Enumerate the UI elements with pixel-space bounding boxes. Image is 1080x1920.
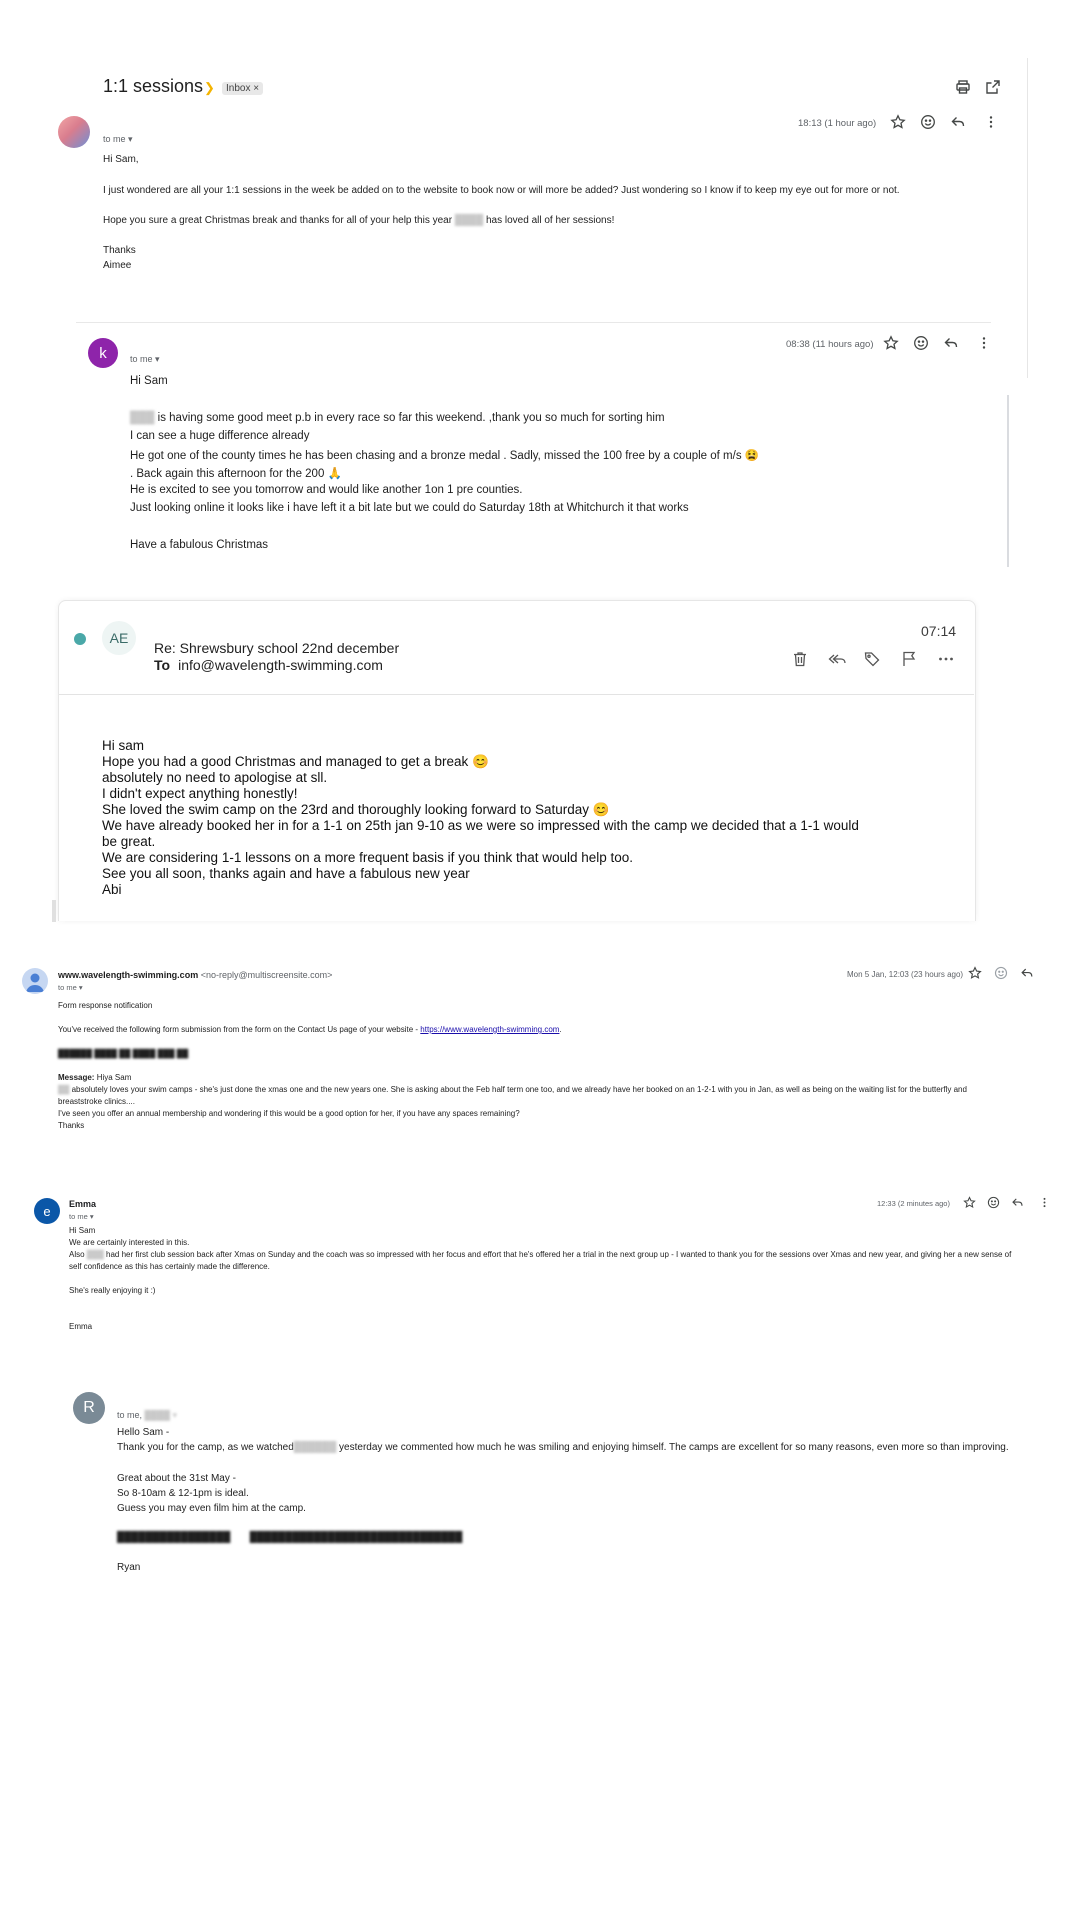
email2-line: Just looking online it looks like i have left it a bit late but we could do Saturday 18th at Whitchurch it that works	[130, 502, 689, 514]
avatar: AE	[102, 621, 136, 655]
email1-signature: Aimee	[103, 260, 132, 271]
email2-timestamp: 08:38 (11 hours ago)	[786, 339, 874, 350]
star-icon[interactable]	[963, 1196, 976, 1209]
email1-timestamp: 18:13 (1 hour ago)	[798, 118, 877, 129]
recipient-dropdown[interactable]: to me, ████ ▾	[117, 1410, 178, 1420]
email5-signature: Emma	[69, 1322, 93, 1331]
email2-closing: Have a fabulous Christmas	[130, 539, 269, 551]
email4-line: breaststroke clinics....	[58, 1097, 135, 1106]
email4-line: ██ absolutely loves your swim camps - she's just done the xmas one and the new years one. She is asking about the Feb half term one too, and we already have her booked on an 1-2-1 with you in Jan, as well as being on the waiting list for the butterfly and	[58, 1085, 967, 1094]
email1-subject: 1:1 sessions	[103, 76, 204, 96]
email3-subject: Re: Shrewsbury school 22nd december	[154, 640, 400, 656]
avatar: k	[88, 338, 118, 368]
open-new-window-icon[interactable]	[985, 79, 1001, 95]
email3-line: We are considering 1-1 lessons on a more frequent basis if you think that would help too.	[102, 850, 634, 865]
redacted-name: ████ ▾	[144, 1410, 178, 1420]
email4-heading: Form response notification	[58, 1001, 153, 1010]
email4-line: I've seen you offer an annual membership and wondering if this would be a good option for her, if you have any spaces remaining?	[58, 1109, 520, 1118]
email3-line: We have already booked her in for a 1-1 on 25th jan 9-10 as we were so impressed with the camp we decided that a 1-1 would	[102, 818, 859, 833]
redacted-name: ██	[58, 1085, 70, 1094]
recipient-dropdown[interactable]: to me ▾	[103, 134, 133, 144]
more-options-icon[interactable]	[1038, 1196, 1051, 1209]
email4-timestamp: Mon 5 Jan, 12:03 (23 hours ago)	[847, 970, 964, 979]
more-options-icon[interactable]	[976, 335, 992, 351]
email4-thanks: Thanks	[58, 1121, 85, 1130]
print-icon[interactable]	[955, 79, 971, 95]
email6-greeting: Hello Sam -	[117, 1427, 170, 1438]
email5-line: self confidence as this has certainly made the difference.	[69, 1262, 270, 1271]
redacted-name: ███	[130, 412, 155, 424]
redacted-name: ██████	[293, 1442, 337, 1453]
email6-line: Thank you for the camp, as we watched██████ yesterday we commented how much he was smiling and enjoying himself. The camps are excellent for so many reasons, even more so than improving.	[117, 1442, 1009, 1453]
email4-intro: You've received the following form submission from the form on the Contact Us page of your website - https://www.wavelength-swimming.com.	[58, 1025, 562, 1034]
avatar	[58, 116, 90, 148]
unread-indicator	[74, 633, 86, 645]
trash-icon[interactable]	[791, 650, 809, 668]
email3-line: I didn't expect anything honestly!	[102, 786, 298, 801]
reply-icon[interactable]	[950, 114, 966, 130]
email3-line: Hi sam	[102, 738, 145, 753]
redacted-field: ██████ ████ ██ ████ ███ ██	[58, 1049, 189, 1058]
email3-signature: Abi	[102, 882, 122, 897]
tag-icon[interactable]	[863, 650, 881, 668]
email6-line: So 8-10am & 12-1pm is ideal.	[117, 1488, 249, 1499]
message-divider	[76, 322, 991, 323]
email4-message: Message: Hiya Sam	[58, 1073, 132, 1082]
reply-icon[interactable]	[943, 335, 959, 351]
email3-line: She loved the swim camp on the 23rd and thoroughly looking forward to Saturday 😊	[102, 802, 610, 817]
email2-line: I can see a huge difference already	[130, 430, 310, 442]
email2-line: . Back again this afternoon for the 200 🙏	[130, 468, 342, 480]
email1-line: Hope you sure a great Christmas break and thanks for all of your help this year ████ has loved all of her sessions!	[103, 215, 615, 226]
email3-line: See you all soon, thanks again and have a fabulous new year	[102, 866, 470, 881]
scrollbar[interactable]	[1007, 395, 1009, 567]
flag-icon[interactable]	[900, 650, 918, 668]
email1-line: I just wondered are all your 1:1 sessions in the week be added on to the website to book now or will more be added? Just wondering so I know if to keep my eye out for more or not.	[103, 185, 900, 196]
inbox-label-chip[interactable]: Inbox ×	[222, 82, 263, 95]
email6-line: Guess you may even film him at the camp.	[117, 1503, 306, 1514]
header-divider	[59, 694, 974, 695]
star-icon[interactable]	[883, 335, 899, 351]
more-options-icon[interactable]	[937, 650, 955, 668]
emoji-reaction-icon[interactable]	[913, 335, 929, 351]
reply-icon[interactable]	[1020, 966, 1034, 980]
reply-icon[interactable]	[1011, 1196, 1024, 1209]
avatar: R	[73, 1392, 105, 1424]
panel-divider	[1027, 58, 1028, 378]
avatar	[22, 968, 48, 994]
email6-signature: Ryan	[117, 1562, 141, 1573]
email5-line: We are certainly interested in this.	[69, 1238, 190, 1247]
email3-line: absolutely no need to apologise at sll.	[102, 770, 328, 785]
redacted-name: ████	[454, 215, 484, 226]
recipient-dropdown[interactable]: to me ▾	[69, 1212, 94, 1221]
email3-recipient: To info@wavelength-swimming.com	[154, 657, 383, 673]
website-link[interactable]: https://www.wavelength-swimming.com	[420, 1025, 560, 1034]
email2-line: ███ is having some good meet p.b in every race so far this weekend. ,thank you so much for sorting him	[130, 412, 665, 424]
email1-thanks: Thanks	[103, 245, 136, 256]
emoji-reaction-icon[interactable]	[987, 1196, 1000, 1209]
email2-line: He is excited to see you tomorrow and would like another 1on 1 pre counties.	[130, 484, 523, 496]
email6-line: Great about the 31st May -	[117, 1473, 236, 1484]
recipient-dropdown[interactable]: to me ▾	[58, 983, 83, 992]
recipient-dropdown[interactable]: to me ▾	[130, 354, 160, 364]
star-icon[interactable]	[890, 114, 906, 130]
more-options-icon[interactable]	[983, 114, 999, 130]
email5-line: Also ███ had her first club session back after Xmas on Sunday and the coach was so impressed with her focus and effort that he's offered her a trial in the next group up - I wanted to thank you for the sessions over Xmas and new year, and giving her a new sense of	[69, 1250, 1012, 1259]
redacted-name: ███	[86, 1250, 104, 1259]
avatar: e	[34, 1198, 60, 1224]
email5-greeting: Hi Sam	[69, 1226, 96, 1235]
email5-sender: Emma	[69, 1199, 97, 1209]
importance-marker-icon: ❯	[204, 80, 215, 95]
email1-greeting: Hi Sam,	[103, 154, 139, 165]
email3-timestamp: 07:14	[921, 623, 957, 639]
email5-line: She's really enjoying it :)	[69, 1286, 156, 1295]
star-icon[interactable]	[968, 966, 982, 980]
emoji-reaction-icon[interactable]	[920, 114, 936, 130]
reply-all-icon[interactable]	[827, 650, 847, 668]
redacted-field: ████████████████ ██████████████████████████████	[117, 1532, 463, 1543]
emoji-reaction-icon[interactable]	[994, 966, 1008, 980]
email3-line: Hope you had a good Christmas and managed to get a break 😊	[102, 754, 489, 769]
email2-line: He got one of the county times he has been chasing and a bronze medal . Sadly, missed the 100 free by a couple of m/s 😫	[130, 450, 760, 462]
card-edge	[52, 900, 56, 922]
email4-sender: www.wavelength-swimming.com <no-reply@multiscreensite.com>	[58, 970, 333, 980]
email3-line: be great.	[102, 834, 156, 849]
email5-timestamp: 12:33 (2 minutes ago)	[877, 1199, 950, 1208]
email2-greeting: Hi Sam	[130, 375, 168, 387]
